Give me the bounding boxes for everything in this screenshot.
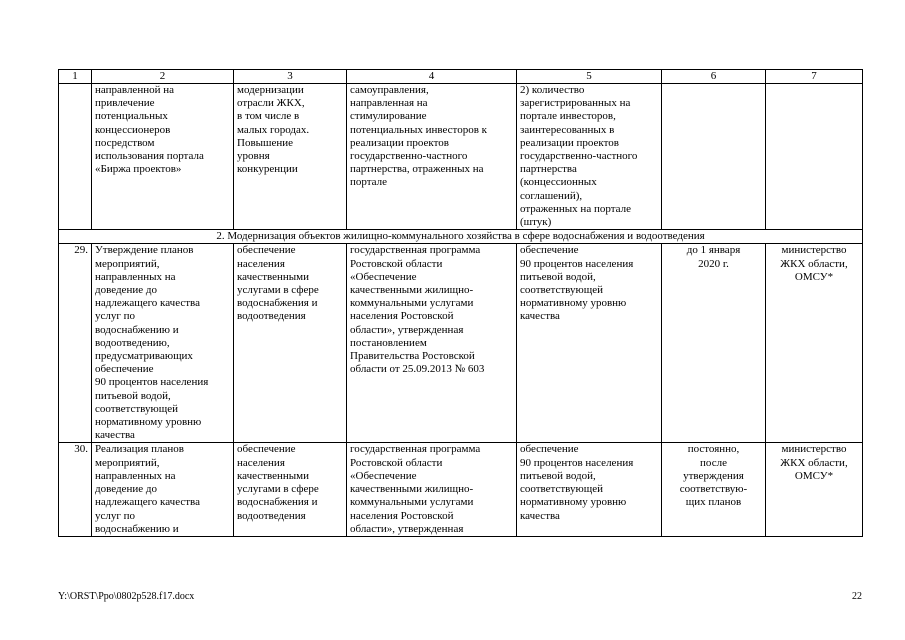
table-row bbox=[59, 443, 863, 536]
header-cell: 1 bbox=[59, 70, 92, 84]
measure-cell: Утверждение планов мероприятий, направленных на доведение до надлежащего качества услуг по водоснабжению и водоотведению, предусматривающих обеспечение 90 процентов населения питьевой водой, соответствующей нормативному уровню качества bbox=[92, 244, 234, 443]
header-cell: 5 bbox=[517, 70, 662, 84]
footer-file-path: Y:\ORST\Ppo\0802p528.f17.docx bbox=[58, 591, 195, 602]
header-cell: 6 bbox=[662, 70, 766, 84]
deadline-cell bbox=[662, 84, 766, 230]
document-cell: государственная программа Ростовской области «Обеспечение качественными жилищно- коммунальными услугами населения Ростовской области», утвержденная bbox=[347, 443, 517, 536]
header-cell: 3 bbox=[234, 70, 347, 84]
goal-cell: обеспечение населения качественными услугами в сфере водоснабжения и водоотведения bbox=[234, 244, 347, 443]
document-table bbox=[58, 69, 863, 537]
footer-page-number: 22 bbox=[852, 591, 862, 602]
responsible-cell: министерство ЖКХ области, ОМСУ* bbox=[766, 244, 863, 443]
section-title: 2. Модернизация объектов жилищно-коммунального хозяйства в сфере водоснабжения и водоотведения bbox=[59, 230, 863, 244]
responsible-cell: министерство ЖКХ области, ОМСУ* bbox=[766, 443, 863, 536]
row-number: 29. bbox=[59, 244, 92, 443]
measure-cell: направленной на привлечение потенциальных концессионеров посредством использования портала «Биржа проектов» bbox=[92, 84, 234, 230]
header-cell: 2 bbox=[92, 70, 234, 84]
row-number: 30. bbox=[59, 443, 92, 536]
header-cell: 7 bbox=[766, 70, 863, 84]
document-cell: самоуправления, направленная на стимулирование потенциальных инвесторов к реализации проектов государственно-частного партнерства, отраженных на портале bbox=[347, 84, 517, 230]
section-row bbox=[59, 230, 863, 244]
table-row-continuation bbox=[59, 84, 863, 230]
indicator-cell: обеспечение 90 процентов населения питьевой водой, соответствующей нормативному уровню качества bbox=[517, 443, 662, 536]
header-row bbox=[59, 70, 863, 84]
header-cell: 4 bbox=[347, 70, 517, 84]
responsible-cell bbox=[766, 84, 863, 230]
indicator-cell: обеспечение 90 процентов населения питьевой водой, соответствующей нормативному уровню качества bbox=[517, 244, 662, 443]
goal-cell: обеспечение населения качественными услугами в сфере водоснабжения и водоотведения bbox=[234, 443, 347, 536]
deadline-cell: постоянно, после утверждения соответствую- щих планов bbox=[662, 443, 766, 536]
indicator-cell: 2) количество зарегистрированных на портале инвесторов, заинтересованных в реализации проектов государственно-частного партнерства (концессионных соглашений), отраженных на портале (штук) bbox=[517, 84, 662, 230]
table-row bbox=[59, 244, 863, 443]
document-cell: государственная программа Ростовской области «Обеспечение качественными жилищно- коммунальными услугами населения Ростовской области», утвержденная постановлением Правительства Ростовской области от 25.09.2013 № 603 bbox=[347, 244, 517, 443]
deadline-cell: до 1 января 2020 г. bbox=[662, 244, 766, 443]
goal-cell: модернизации отрасли ЖКХ, в том числе в малых городах. Повышение уровня конкуренции bbox=[234, 84, 347, 230]
row-number bbox=[59, 84, 92, 230]
measure-cell: Реализация планов мероприятий, направленных на доведение до надлежащего качества услуг по водоснабжению и bbox=[92, 443, 234, 536]
